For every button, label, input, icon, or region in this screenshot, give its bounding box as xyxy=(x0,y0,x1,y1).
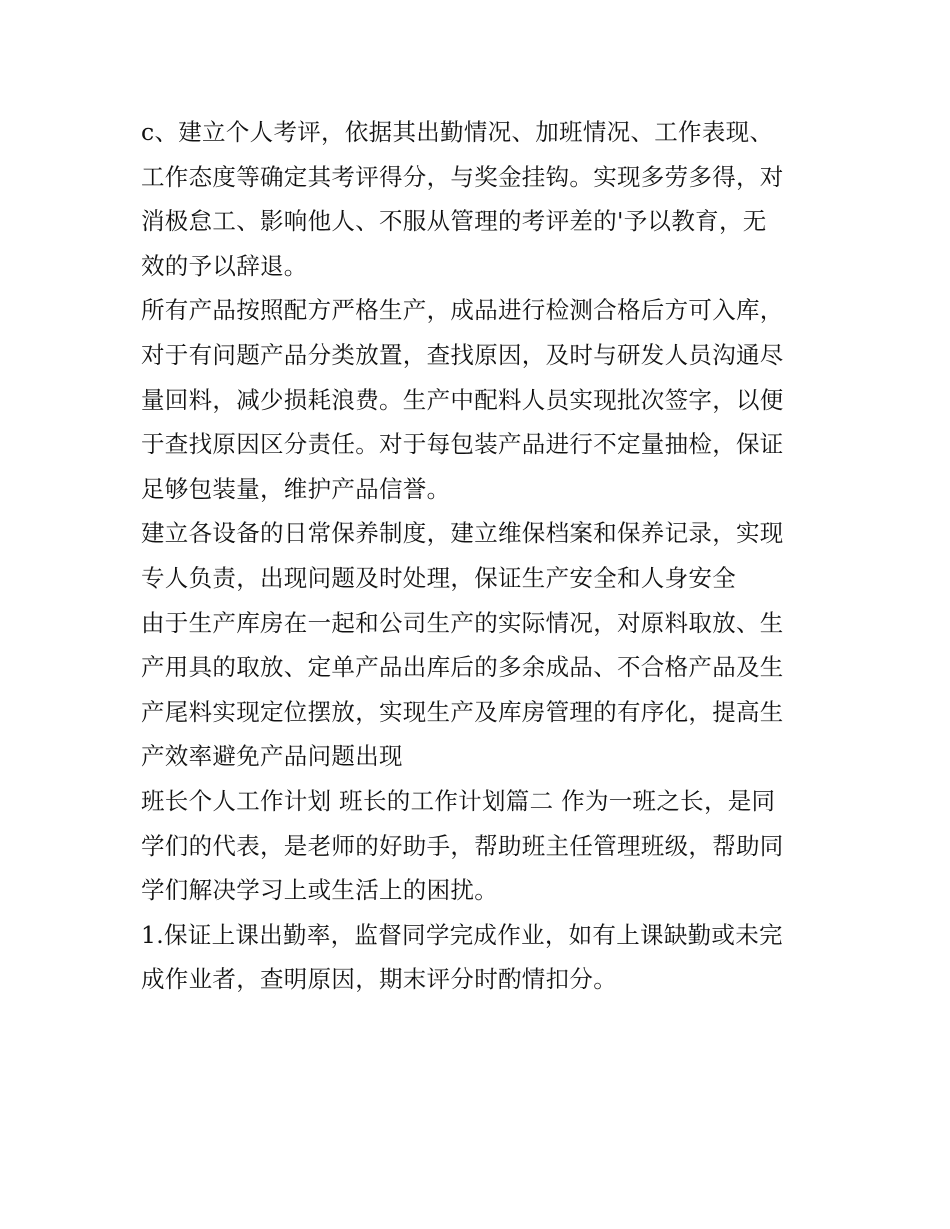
text-line: 于查找原因区分责任。对于每包装产品进行不定量抽检，保证 xyxy=(141,430,784,459)
paragraph-equipment-maintenance xyxy=(141,511,813,600)
text-line: 工作态度等确定其考评得分，与奖金挂钩。实现多劳多得，对 xyxy=(141,162,784,191)
text-line: 1.保证上课出勤率，监督同学完成作业，如有上课缺勤或未完 xyxy=(141,920,783,949)
text-line: 量回料，减少损耗浪费。生产中配料人员实现批次签字，以便 xyxy=(141,385,784,414)
paragraph-personal-evaluation xyxy=(141,110,813,288)
paragraph-warehouse-management xyxy=(141,601,813,779)
text-line: 效的予以辞退。 xyxy=(141,251,308,280)
text-line: c、建立个人考评，依据其出勤情况、加班情况、工作表现、 xyxy=(141,118,774,146)
text-line: 班长个人工作计划 班长的工作计划篇二 作为一班之长，是同 xyxy=(141,786,776,815)
paragraph-class-monitor-plan xyxy=(141,779,813,913)
text-line: 足够包装量，维护产品信誉。 xyxy=(141,474,451,503)
text-line: 建立各设备的日常保养制度，建立维保档案和保养记录，实现 xyxy=(141,519,784,548)
paragraph-product-quality xyxy=(141,288,813,511)
text-line: 专人负责，出现问题及时处理，保证生产安全和人身安全 xyxy=(141,563,736,592)
text-line: 学们解决学习上或生活上的困扰。 xyxy=(141,876,498,905)
text-line: 学们的代表，是老师的好助手，帮助班主任管理班级，帮助同 xyxy=(141,831,784,860)
text-line: 所有产品按照配方严格生产，成品进行检测合格后方可入库， xyxy=(141,296,784,325)
text-line: 产尾料实现定位摆放，实现生产及库房管理的有序化，提高生 xyxy=(141,697,784,726)
document-body xyxy=(141,110,813,1002)
text-line: 产效率避免产品问题出现 xyxy=(141,742,403,771)
paragraph-attendance xyxy=(141,913,813,1002)
text-line: 消极怠工、影响他人、不服从管理的考评差的'予以教育，无 xyxy=(141,207,767,236)
text-line: 由于生产库房在一起和公司生产的实际情况，对原料取放、生 xyxy=(141,608,784,637)
text-line: 对于有问题产品分类放置，查找原因，及时与研发人员沟通尽 xyxy=(141,340,784,369)
text-line: 成作业者，查明原因，期末评分时酌情扣分。 xyxy=(141,965,617,994)
text-line: 产用具的取放、定单产品出库后的多余成品、不合格产品及生 xyxy=(141,653,784,682)
